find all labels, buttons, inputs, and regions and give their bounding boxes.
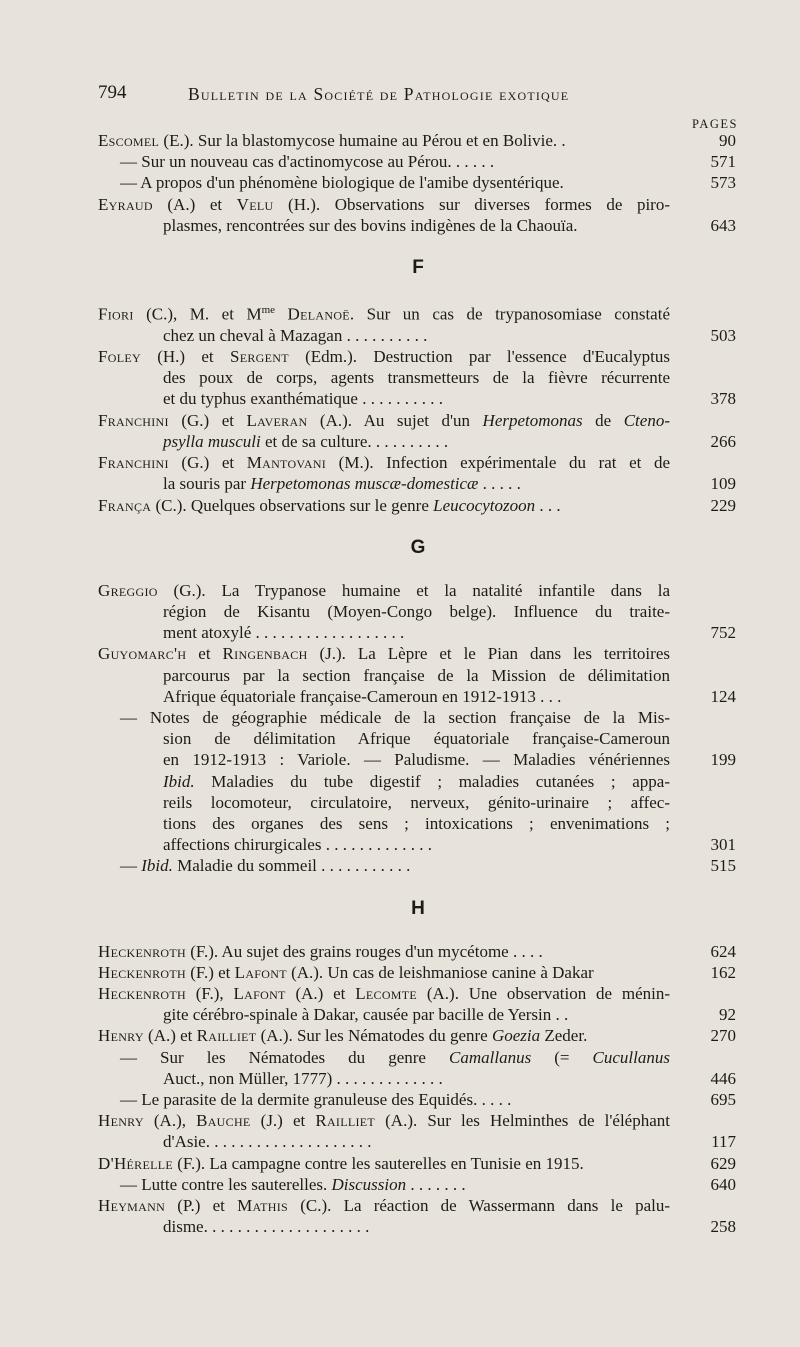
entry-text: (A.), <box>143 1111 197 1131</box>
entry-line <box>98 1047 738 1068</box>
page-reference: 270 <box>710 1026 736 1046</box>
section-letter: G <box>410 536 426 558</box>
italic-text: Herpetomonas <box>482 410 583 430</box>
entry-line <box>98 771 738 792</box>
author-name: Franchini <box>98 453 169 473</box>
entry-line <box>98 1153 738 1174</box>
author-name: Laveran <box>246 410 308 430</box>
entry-text: ment atoxylé . . . . . . . . . . . . . . . . . . <box>163 623 405 643</box>
italic-text: Leucocytozoon <box>433 495 536 515</box>
page-reference: 301 <box>710 835 736 855</box>
page-reference: 90 <box>719 131 736 150</box>
entry-text: (A.). Au sujet d'un <box>307 410 483 430</box>
entry-text: (F.). Au sujet des grains rouges d'un mycétome . . . . <box>185 941 543 961</box>
page-reference: 643 <box>710 215 736 235</box>
author-name: Eyraud <box>98 194 153 214</box>
index-entry <box>98 983 738 1025</box>
italic-text: Camallanus <box>449 1047 532 1067</box>
entry-text: (Edm.). Destruction par l'essence d'Eucalyptus <box>288 347 671 367</box>
index-entry <box>98 194 738 236</box>
page-reference: 624 <box>710 941 736 961</box>
entry-text: (A.) et <box>285 983 356 1003</box>
entry-line <box>98 367 738 388</box>
entry-line <box>98 601 738 622</box>
entry-line <box>98 1004 738 1025</box>
index-entry <box>98 1089 738 1110</box>
entry-text: . Sur un cas de trypanosomiase constaté <box>349 304 670 324</box>
page-reference: 629 <box>710 1153 736 1173</box>
entry-text: (A.) et <box>143 1026 197 1046</box>
author-name: Railliet <box>196 1026 257 1046</box>
entry-line <box>98 346 738 367</box>
index-entry <box>98 580 738 644</box>
index-entry <box>98 1025 738 1046</box>
page-reference: 229 <box>710 495 736 515</box>
entry-line <box>98 1216 738 1237</box>
italic-text: psylla musculi <box>163 431 261 451</box>
entry-text: me <box>261 304 276 317</box>
entry-text: d'Asie. . . . . . . . . . . . . . . . . . . . <box>163 1132 372 1152</box>
entry-line <box>98 325 738 346</box>
author-name: Henry <box>98 1111 144 1131</box>
author-name: Railliet <box>315 1111 376 1131</box>
entry-text: — Sur un nouveau cas d'actinomycose au Pérou. . . . . . <box>120 152 495 172</box>
entry-text: (G.). La Trypanose humaine et la natalité infantile dans la <box>157 580 670 600</box>
entry-line <box>98 1025 738 1046</box>
entry-line <box>98 665 738 686</box>
entry-text: (F.) et <box>185 962 235 982</box>
pages-column-label: PAGES <box>692 117 738 131</box>
entry-text: (M.). Infection expérimentale du rat et de <box>326 453 670 473</box>
entry-text: Maladie du sommeil . . . . . . . . . . . <box>172 856 411 876</box>
entry-text: (F.). La campagne contre les sauterelles en Tunisie en 1915. <box>172 1153 584 1173</box>
page-reference: 199 <box>710 750 736 770</box>
author-name: Guyomarc'h <box>98 644 187 664</box>
page-reference: 266 <box>710 431 736 451</box>
entry-line <box>98 130 738 151</box>
index-entry <box>98 1110 738 1152</box>
entry-line <box>98 1131 738 1152</box>
entry-text: — Sur les Nématodes du genre <box>120 1047 450 1067</box>
entry-text: la souris par <box>163 474 251 494</box>
author-name: França <box>98 495 152 515</box>
italic-text: Ibid. <box>141 856 173 876</box>
entry-line <box>98 728 738 749</box>
italic-text: Cteno- <box>623 410 670 430</box>
running-title: Bulletin de la Société de Pathologie exotique <box>188 84 570 104</box>
index-entry <box>98 707 738 855</box>
entry-line <box>98 388 738 409</box>
author-name: Heckenroth <box>98 941 186 961</box>
entry-text: et du typhus exanthématique . . . . . . . . . . <box>163 389 443 409</box>
page-reference: 571 <box>710 152 736 172</box>
entry-text: — Notes de géographie médicale de la section française de la Mis- <box>120 707 670 727</box>
entry-text: Afrique équatoriale française-Cameroun en 1912-1913 . . . <box>163 686 562 706</box>
index-entry <box>98 410 738 452</box>
entry-text: . . . <box>535 495 561 515</box>
index-entry <box>98 172 738 193</box>
entry-text: et <box>186 644 223 664</box>
entry-text: Zeder. <box>540 1026 588 1046</box>
entry-text: Auct., non Müller, 1777) . . . . . . . . . . . . . <box>163 1068 443 1088</box>
entry-text: . . . . . <box>478 474 521 494</box>
entry-line <box>98 749 738 770</box>
entry-line <box>98 1110 738 1131</box>
entry-text: — A propos d'un phénomène biologique de l'amibe dysentérique. <box>120 173 564 193</box>
author-name: Mantovani <box>246 453 327 473</box>
entry-text: chez un cheval à Mazagan . . . . . . . . . . <box>163 325 428 345</box>
entry-text: (C.). Quelques observations sur le genre <box>151 495 434 515</box>
entry-text: affections chirurgicales . . . . . . . . . . . . . <box>163 835 432 855</box>
author-name: Mathis <box>237 1195 288 1215</box>
entry-line <box>98 643 738 664</box>
index-entry <box>98 346 738 410</box>
page-number: 794 <box>98 82 127 103</box>
author-name: Lafont <box>233 983 286 1003</box>
index-entry <box>98 1153 738 1174</box>
page-reference: 117 <box>711 1132 736 1152</box>
author-name: Delanoë <box>287 304 350 324</box>
italic-text: Discussion <box>331 1174 407 1194</box>
entry-text: reils locomoteur, circulatoire, nerveux, génito-urinaire ; affec- <box>163 792 670 812</box>
entry-line <box>98 300 738 325</box>
page-reference: 446 <box>710 1068 736 1088</box>
page-reference: 515 <box>710 856 736 876</box>
italic-text: Goezia <box>491 1026 541 1046</box>
author-name: Bauche <box>196 1111 251 1131</box>
author-name: Escomel <box>98 131 160 150</box>
entry-line <box>98 1089 738 1110</box>
entry-text: (J.). La Lèpre et le Pian dans les territoires <box>307 644 670 664</box>
italic-text: Herpetomonas muscæ-domesticæ <box>250 474 479 494</box>
section-letter: F <box>412 257 424 279</box>
author-name: Greggio <box>98 580 158 600</box>
italic-text: Ibid. <box>163 771 195 791</box>
entry-line <box>98 172 738 193</box>
author-name: Lecomte <box>355 983 418 1003</box>
entry-text: des poux de corps, agents transmetteurs de la fièvre récurrente <box>163 368 670 388</box>
index-entry <box>98 495 738 516</box>
page-reference: 92 <box>719 1005 736 1025</box>
entry-text: (H.). Observations sur diverses formes de piro- <box>273 194 670 214</box>
entry-line <box>98 983 738 1004</box>
entry-text: plasmes, rencontrées sur des bovins indigènes de la Chaouïa. <box>163 215 578 235</box>
entry-text: (E.). Sur la blastomycose humaine au Pérou et en Bolivie. . <box>159 131 566 150</box>
entry-text: (G.) et <box>168 453 247 473</box>
author-name: Heymann <box>98 1195 166 1215</box>
index-entry <box>98 1195 738 1237</box>
entry-text: (A.). Un cas de leishmaniose canine à Dakar <box>286 962 594 982</box>
entry-text: Maladies du tube digestif ; maladies cutanées ; appa- <box>194 771 670 791</box>
page-reference: 378 <box>710 389 736 409</box>
entry-text: — <box>120 856 142 876</box>
index-entry <box>98 643 738 707</box>
entry-line <box>98 813 738 834</box>
page-reference: 752 <box>710 623 736 643</box>
entry-text: parcourus par la section française de la Mission de délimitation <box>163 665 670 685</box>
entry-text: (A.). Sur les Nématodes du genre <box>256 1026 492 1046</box>
entry-line <box>98 473 738 494</box>
entry-line <box>98 215 738 236</box>
entry-text: (H.) et <box>140 347 230 367</box>
author-name: Fiori <box>98 304 134 324</box>
index-entry <box>98 941 738 962</box>
index-entry <box>98 1174 738 1195</box>
entry-text: . . . . . . . <box>406 1174 466 1194</box>
page-reference: 640 <box>710 1174 736 1194</box>
entry-line <box>98 1174 738 1195</box>
page-reference: 162 <box>710 962 736 982</box>
section-letter: H <box>411 897 425 919</box>
entry-line <box>98 1195 738 1216</box>
entry-text: (A.). Une observation de ménin- <box>417 983 671 1003</box>
author-name: Heckenroth <box>98 962 186 982</box>
entry-text: — Le parasite de la dermite granuleuse des Equidés. . . . . <box>120 1089 512 1109</box>
entry-text: — Lutte contre les sauterelles. <box>120 1174 332 1194</box>
author-name: Henry <box>98 1026 144 1046</box>
index-entry <box>98 300 738 346</box>
author-name: Franchini <box>98 410 169 430</box>
page-reference: 695 <box>710 1089 736 1109</box>
entry-line <box>98 686 738 707</box>
entry-text: (A.) et <box>152 194 237 214</box>
entry-text: (A.). Sur les Helminthes de l'éléphant <box>375 1111 670 1131</box>
author-name: Lafont <box>234 962 287 982</box>
entry-text: (F.), <box>185 983 234 1003</box>
entry-text: (J.) et <box>250 1111 316 1131</box>
index-entries <box>98 130 738 1237</box>
index-entry <box>98 151 738 172</box>
entry-line <box>98 580 738 601</box>
entry-line <box>98 1068 738 1089</box>
page-reference: 109 <box>710 474 736 494</box>
entry-line <box>98 962 738 983</box>
author-name: Ringenbach <box>222 644 308 664</box>
entry-line <box>98 707 738 728</box>
entry-text: (= <box>531 1047 593 1067</box>
entry-line <box>98 495 738 516</box>
index-entry <box>98 1047 738 1089</box>
entry-text: tions des organes des sens ; intoxications ; envenimations ; <box>163 813 670 833</box>
entry-text <box>275 305 288 324</box>
entry-text: (C.). La réaction de Wassermann dans le palu- <box>288 1195 670 1215</box>
entry-text: en 1912-1913 : Variole. — Paludisme. — Maladies vénériennes <box>163 750 670 770</box>
entry-line <box>98 194 738 215</box>
page-reference: 573 <box>710 173 736 193</box>
entry-text: (P.) et <box>165 1195 238 1215</box>
author-name: Foley <box>98 347 141 367</box>
entry-line <box>98 941 738 962</box>
index-entry <box>98 130 738 151</box>
entry-text: région de Kisantu (Moyen-Congo belge). Influence du traite- <box>163 601 670 621</box>
entry-text: sion de délimitation Afrique équatoriale française-Cameroun <box>163 729 670 749</box>
entry-line <box>98 855 738 876</box>
entry-line <box>98 431 738 452</box>
entry-text: et de sa culture. . . . . . . . . . <box>260 431 449 451</box>
entry-text: gite cérébro-spinale à Dakar, causée par bacille de Yersin . . <box>163 1005 569 1025</box>
index-entry <box>98 452 738 494</box>
index-entry <box>98 962 738 983</box>
entry-line <box>98 452 738 473</box>
author-name: D'Hérelle <box>98 1153 173 1173</box>
italic-text: Cucullanus <box>592 1047 670 1067</box>
entry-line <box>98 410 738 431</box>
author-name: Velu <box>236 194 274 214</box>
page-reference: 503 <box>710 325 736 345</box>
author-name: Heckenroth <box>98 983 186 1003</box>
entry-text: (C.), M. et M <box>133 304 262 324</box>
entry-text: (G.) et <box>168 410 247 430</box>
index-entry <box>98 855 738 876</box>
author-name: Sergent <box>229 347 289 367</box>
entry-line <box>98 834 738 855</box>
entry-text: disme. . . . . . . . . . . . . . . . . . . . <box>163 1217 370 1237</box>
page-reference: 124 <box>710 686 736 706</box>
entry-line <box>98 792 738 813</box>
entry-line <box>98 622 738 643</box>
page-reference: 258 <box>710 1217 736 1237</box>
entry-text: de <box>582 410 624 430</box>
entry-line <box>98 151 738 172</box>
